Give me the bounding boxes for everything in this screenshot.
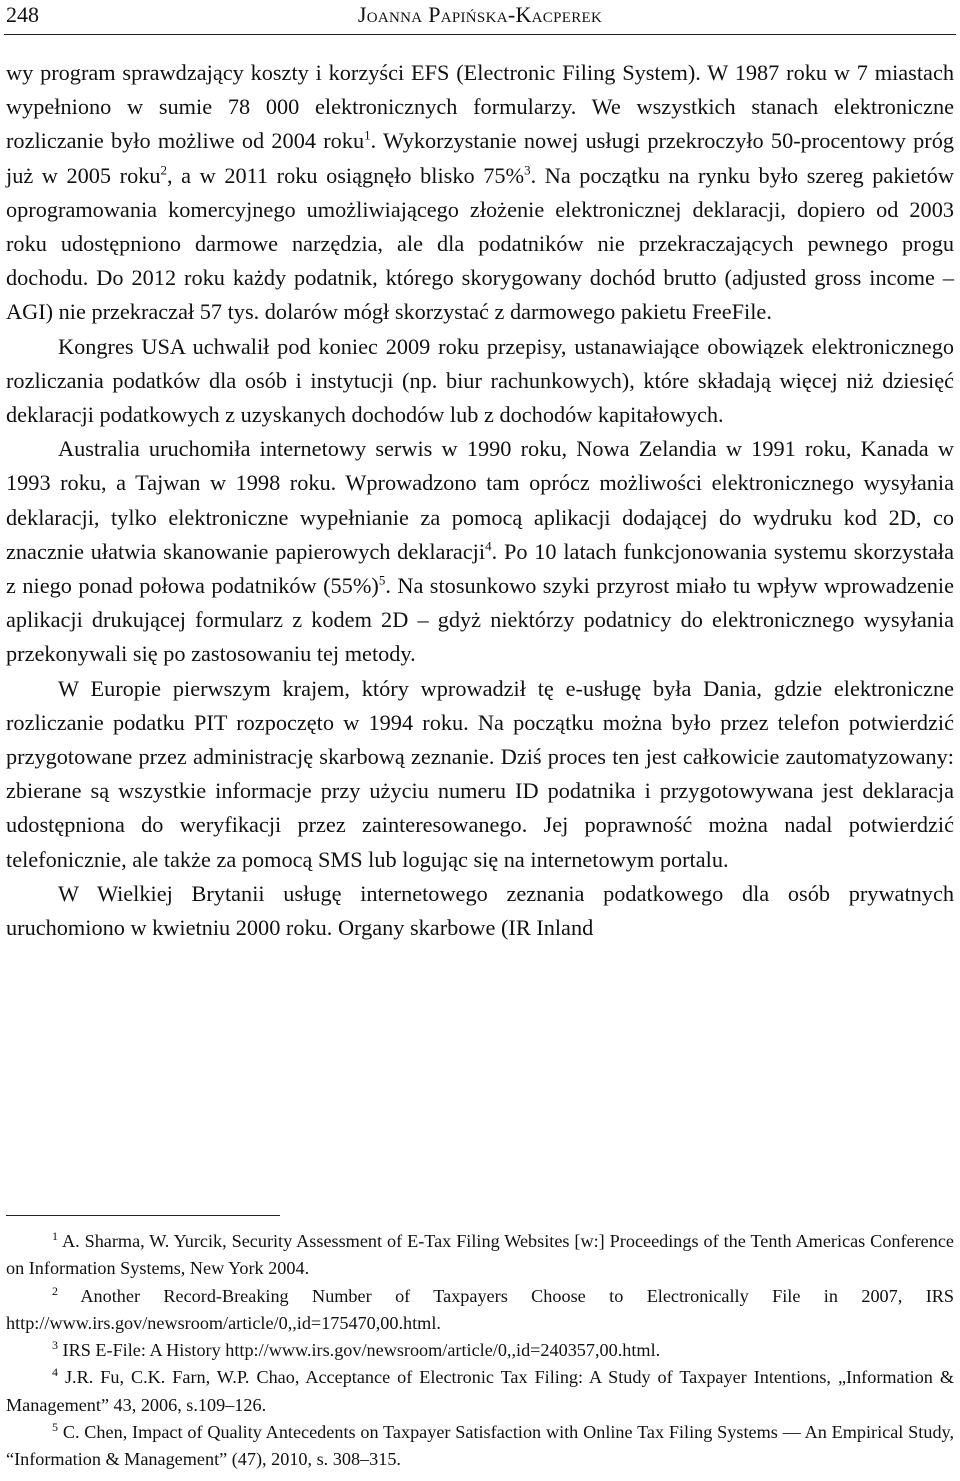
footnote-ref-2[interactable]: 2 (160, 162, 168, 178)
footnote-5: $^5$ C. Chen, Impact of Quality Antecedents on Taxpayer Satisfaction with Online Tax Filing Systems — An Empirical Study, “Information & Management” (47), 2010, s. 308–315. (6, 1420, 954, 1470)
footnote-3: $^3$ IRS E-File: A History http://www.irs.gov/newsroom/article/0,,id=240357,00.html. (52, 1338, 661, 1361)
footnote-2: $^2$ Another Record-Breaking Number of Taxpayers Choose to Electronically File in 2007, IRS http://www.irs.gov/newsroom/article/0,,id=175470,00.html. (6, 1283, 954, 1333)
footnote-ref-1[interactable]: 1 (364, 127, 371, 143)
paragraph-5: W Wielkiej Brytanii usługę internetowego zeznania podatkowego dla osób prywatnych uruchomiono w kwietniu 2000 roku. Organy skarbowe (IR Inland (6, 880, 954, 941)
paragraph-4: W Europie pierwszym krajem, który wprowadził tę e-usługę była Dania, gdzie elektroniczne rozliczanie podatku PIT rozpoczęto w 1994 roku. Na początku można było przez telefon potwierdzić przygotowane przez administrację skarbową zeznanie. Dziś proces ten jest całkowicie zautomatyzowany: zbierane są wszystkie informacje przy użyciu numeru ID podatnika i przygotowywana jest deklaracja udostępniona do weryfikacji przez zainteresowanego. Jej poprawność można nadal potwierdzić telefonicznie, ale także za pomocą SMS lub logując się na internetowym portalu. (6, 675, 954, 872)
running-author: Joanna Papińska-Kacperek (357, 2, 603, 27)
footnote-4: $^4$ J.R. Fu, C.K. Farn, W.P. Chao, Acceptance of Electronic Tax Filing: A Study of Taxpayer Intentions, „Information & Management” 43, 2006, s.109–126. (6, 1365, 954, 1415)
paragraph-3: Australia uruchomiła internetowy serwis w 1990 roku, Nowa Zelandia w 1991 roku, Kanada w 1993 roku, a Tajwan w 1998 roku. Wprowadzono tam oprócz możliwości elektronicznego wysyłania deklaracji, tylko elektroniczne wypełnianie za pomocą aplikacji dodającej do wydruku kod 2D, co znacznie ułatwia skanowanie papierowych deklaracji$^4$. Po 10 latach funkcjonowania systemu skorzystała z niego ponad połowa podatników $(55\%)^5$. Na stosunkowo szyki przyrost miało tu wpływ wprowadzenie aplikacji drukującej formularz z kodem 2D – gdyż niektórzy podatnicy do elektronicznego wysyłania przekonywali się po zastosowaniu tej metody. (6, 436, 954, 667)
body-text (6, 56, 954, 945)
running-header (4, 0, 956, 35)
footnote-ref-4[interactable]: 4 (485, 538, 492, 554)
paragraph-1: wy program sprawdzający koszty i korzyści EFS (Electronic Filing System). W 1987 roku w 7 miastach wypełniono w sumie 78 000 elektronicznych formularzy. We wszystkich stanach elektroniczne rozliczanie było możliwe od 2004 roku$^1$. Wykorzystanie nowej usługi przekroczyło 50-procentowy próg już w 2005 roku$^2$, a w 2011 roku osiągnęło blisko 75%$^3$. Na początku na rynku było szereg pakietów oprogramowania komercyjnego umożliwiającego złożenie elektronicznej deklaracji, dopiero od 2003 roku udostępniono darmowe narzędzia, ale dla podatników nie przekraczających pewnego progu dochodu. Do 2012 roku każdy podatnik, którego skorygowany dochód brutto (adjusted gross income – AGI) nie przekraczał 57 tys. dolarów mógł skorzystać z darmowego pakietu FreeFile. (6, 60, 954, 325)
footnotes (6, 1228, 954, 1474)
footnote-separator (6, 1215, 280, 1216)
footnote-1: $^1$ A. Sharma, W. Yurcik, Security Assessment of E-Tax Filing Websites [w:] Proceedings of the Tenth Americas Conference on Information Systems, New York 2004. (6, 1228, 954, 1279)
footnote-ref-3[interactable]: 3 (524, 162, 531, 178)
page-number: 248 (6, 2, 39, 27)
paragraph-2: Kongres USA uchwalił pod koniec 2009 roku przepisy, ustanawiające obowiązek elektronicznego rozliczania podatków dla osób i instytucji (np. biur rachunkowych), które składają więcej niż dziesięć deklaracji podatkowych z uzyskanych dochodów lub z dochodów kapitałowych. (6, 333, 954, 428)
footnote-ref-5[interactable]: 5 (378, 572, 386, 588)
